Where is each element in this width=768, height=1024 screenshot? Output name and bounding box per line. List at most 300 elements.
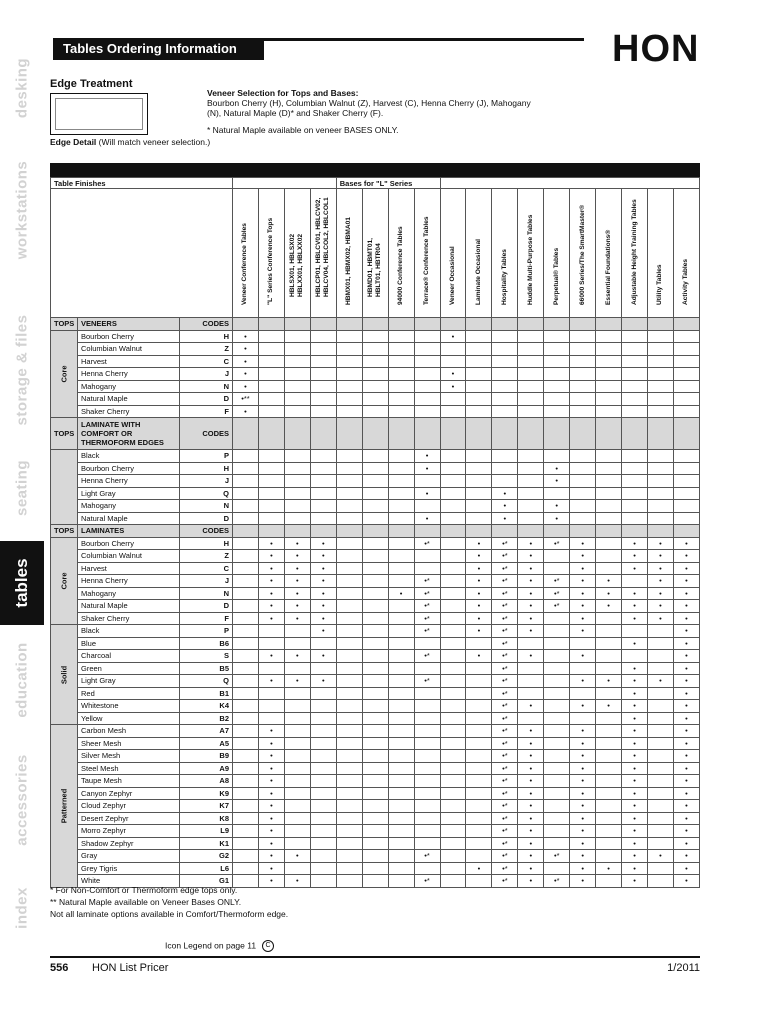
finish-name: White bbox=[78, 875, 180, 888]
availability-cell bbox=[414, 405, 440, 418]
availability-cell: • bbox=[258, 537, 284, 550]
availability-cell bbox=[440, 450, 466, 463]
availability-cell bbox=[336, 850, 362, 863]
finish-name: Bourbon Cherry bbox=[78, 537, 180, 550]
finish-name: Canyon Zephyr bbox=[78, 787, 180, 800]
availability-cell bbox=[310, 450, 336, 463]
availability-cell: • bbox=[310, 675, 336, 688]
sidebar-item-accessories[interactable]: accessories bbox=[13, 754, 31, 846]
availability-cell: • bbox=[518, 537, 544, 550]
availability-cell: • bbox=[622, 837, 648, 850]
finish-code: Z bbox=[180, 343, 233, 356]
sidebar-item-seating[interactable]: seating bbox=[13, 459, 31, 517]
availability-cell bbox=[233, 562, 259, 575]
availability-cell: • bbox=[258, 562, 284, 575]
page-title: Tables Ordering Information bbox=[63, 41, 237, 56]
availability-cell bbox=[336, 462, 362, 475]
column-header bbox=[414, 189, 440, 318]
hon-logo: HON bbox=[612, 28, 700, 70]
availability-cell: • bbox=[258, 600, 284, 613]
availability-cell bbox=[596, 775, 622, 788]
column-header-label bbox=[605, 230, 613, 305]
availability-cell bbox=[388, 662, 414, 675]
availability-cell: • bbox=[258, 862, 284, 875]
table-row bbox=[51, 825, 700, 838]
availability-cell: •* bbox=[414, 625, 440, 638]
availability-cell bbox=[673, 450, 699, 463]
availability-cell bbox=[492, 475, 518, 488]
column-header-line: HBMD01, HBMT01, bbox=[367, 238, 375, 297]
availability-cell: • bbox=[570, 737, 596, 750]
availability-cell bbox=[362, 612, 388, 625]
availability-cell: • bbox=[258, 612, 284, 625]
availability-cell bbox=[362, 800, 388, 813]
availability-cell bbox=[440, 355, 466, 368]
availability-cell bbox=[233, 550, 259, 563]
availability-cell bbox=[544, 862, 570, 875]
availability-cell: • bbox=[518, 825, 544, 838]
availability-cell bbox=[596, 750, 622, 763]
availability-cell: • bbox=[414, 512, 440, 525]
availability-cell: • bbox=[648, 600, 674, 613]
column-header-line: HBMX01, HBMX02, HBMA01 bbox=[345, 217, 353, 305]
column-header bbox=[258, 189, 284, 318]
availability-cell: • bbox=[570, 650, 596, 663]
column-header bbox=[622, 189, 648, 318]
table-row bbox=[51, 487, 700, 500]
availability-cell bbox=[440, 787, 466, 800]
availability-cell bbox=[336, 650, 362, 663]
availability-cell: • bbox=[622, 700, 648, 713]
availability-cell: • bbox=[570, 562, 596, 575]
availability-cell: • bbox=[518, 837, 544, 850]
availability-cell bbox=[284, 625, 310, 638]
availability-cell bbox=[440, 725, 466, 738]
availability-cell bbox=[518, 355, 544, 368]
availability-cell: • bbox=[466, 562, 492, 575]
availability-cell bbox=[388, 850, 414, 863]
availability-cell: •* bbox=[492, 875, 518, 888]
availability-cell bbox=[362, 700, 388, 713]
availability-cell bbox=[648, 625, 674, 638]
availability-cell bbox=[648, 700, 674, 713]
availability-cell: •* bbox=[544, 575, 570, 588]
availability-cell: •* bbox=[492, 787, 518, 800]
availability-cell bbox=[388, 537, 414, 550]
availability-cell bbox=[310, 725, 336, 738]
availability-cell bbox=[388, 650, 414, 663]
availability-cell bbox=[362, 343, 388, 356]
availability-cell: • bbox=[258, 825, 284, 838]
availability-cell: • bbox=[518, 800, 544, 813]
availability-cell bbox=[596, 475, 622, 488]
availability-cell bbox=[648, 875, 674, 888]
availability-cell: • bbox=[673, 737, 699, 750]
availability-cell: • bbox=[233, 405, 259, 418]
availability-cell bbox=[284, 825, 310, 838]
finish-name: Shaker Cherry bbox=[78, 612, 180, 625]
availability-cell: • bbox=[258, 850, 284, 863]
availability-cell: • bbox=[622, 712, 648, 725]
finish-code: L6 bbox=[180, 862, 233, 875]
column-header bbox=[336, 189, 362, 318]
availability-cell bbox=[284, 475, 310, 488]
sidebar-item-storage-files[interactable]: storage & files bbox=[13, 314, 31, 426]
section-header-cell bbox=[414, 318, 440, 331]
finish-name: Taupe Mesh bbox=[78, 775, 180, 788]
availability-cell bbox=[258, 330, 284, 343]
finish-code: J bbox=[180, 368, 233, 381]
availability-cell bbox=[648, 380, 674, 393]
availability-cell: • bbox=[648, 575, 674, 588]
availability-cell: •* bbox=[492, 600, 518, 613]
availability-cell bbox=[648, 500, 674, 513]
availability-cell bbox=[544, 787, 570, 800]
table-row bbox=[51, 625, 700, 638]
finish-name: Grey Tigris bbox=[78, 862, 180, 875]
availability-cell bbox=[622, 405, 648, 418]
availability-cell bbox=[388, 575, 414, 588]
table-row bbox=[51, 368, 700, 381]
availability-cell bbox=[388, 637, 414, 650]
finish-code: A8 bbox=[180, 775, 233, 788]
availability-cell bbox=[648, 650, 674, 663]
section-header-cell bbox=[388, 418, 414, 450]
sidebar-item-workstations[interactable]: workstations bbox=[13, 160, 31, 260]
finish-name: Mahogany bbox=[78, 380, 180, 393]
availability-cell bbox=[362, 637, 388, 650]
availability-cell: • bbox=[518, 612, 544, 625]
availability-cell bbox=[544, 625, 570, 638]
column-header-line: Laminate Occasional bbox=[474, 239, 482, 305]
column-header bbox=[362, 189, 388, 318]
availability-cell bbox=[518, 637, 544, 650]
availability-cell: •* bbox=[492, 675, 518, 688]
finish-name: Henna Cherry bbox=[78, 575, 180, 588]
table-row bbox=[51, 837, 700, 850]
availability-cell bbox=[414, 368, 440, 381]
column-header bbox=[596, 189, 622, 318]
availability-cell bbox=[466, 380, 492, 393]
availability-cell: • bbox=[570, 787, 596, 800]
availability-cell bbox=[596, 737, 622, 750]
availability-cell bbox=[570, 405, 596, 418]
availability-cell bbox=[466, 762, 492, 775]
table-row bbox=[51, 537, 700, 550]
availability-cell bbox=[518, 487, 544, 500]
availability-cell bbox=[310, 850, 336, 863]
availability-cell bbox=[570, 355, 596, 368]
column-header-line: Essential Foundations® bbox=[604, 229, 612, 305]
availability-cell: • bbox=[258, 750, 284, 763]
availability-cell bbox=[310, 787, 336, 800]
availability-cell: • bbox=[518, 700, 544, 713]
availability-cell bbox=[622, 487, 648, 500]
availability-cell: •* bbox=[492, 650, 518, 663]
finish-code: G2 bbox=[180, 850, 233, 863]
availability-cell: • bbox=[648, 675, 674, 688]
availability-cell bbox=[570, 330, 596, 343]
column-header-label bbox=[241, 223, 249, 305]
availability-cell bbox=[544, 737, 570, 750]
availability-cell: •* bbox=[492, 750, 518, 763]
availability-cell: • bbox=[233, 368, 259, 381]
availability-cell: • bbox=[673, 575, 699, 588]
availability-cell bbox=[544, 837, 570, 850]
availability-cell: • bbox=[518, 775, 544, 788]
availability-cell: •* bbox=[492, 687, 518, 700]
availability-cell: •* bbox=[492, 637, 518, 650]
availability-cell bbox=[310, 500, 336, 513]
table-row bbox=[51, 737, 700, 750]
availability-cell bbox=[596, 487, 622, 500]
column-header-label bbox=[527, 215, 535, 305]
availability-cell: •* bbox=[492, 700, 518, 713]
availability-cell bbox=[362, 862, 388, 875]
availability-cell: •* bbox=[414, 650, 440, 663]
availability-cell: • bbox=[466, 625, 492, 638]
finish-code: B9 bbox=[180, 750, 233, 763]
availability-cell: • bbox=[233, 330, 259, 343]
availability-cell bbox=[544, 355, 570, 368]
availability-cell bbox=[570, 637, 596, 650]
sidebar-item-education[interactable]: education bbox=[13, 642, 31, 718]
availability-cell bbox=[466, 725, 492, 738]
availability-cell bbox=[570, 380, 596, 393]
footnote-2: ** Natural Maple available on Veneer Bases ONLY. bbox=[50, 897, 242, 907]
availability-cell: • bbox=[492, 512, 518, 525]
availability-cell bbox=[258, 405, 284, 418]
availability-cell bbox=[336, 625, 362, 638]
availability-cell bbox=[440, 675, 466, 688]
section-header-cell bbox=[336, 318, 362, 331]
availability-cell: •* bbox=[544, 600, 570, 613]
availability-cell bbox=[648, 343, 674, 356]
footnote-1: * For Non-Comfort or Thermoform edge tops only. bbox=[50, 885, 238, 895]
availability-cell bbox=[414, 562, 440, 575]
section-header-cell bbox=[596, 318, 622, 331]
group-label: Core bbox=[59, 572, 69, 590]
availability-cell bbox=[648, 812, 674, 825]
finish-code: K1 bbox=[180, 837, 233, 850]
availability-cell bbox=[233, 600, 259, 613]
availability-cell: • bbox=[258, 875, 284, 888]
finish-name: Black bbox=[78, 625, 180, 638]
availability-cell bbox=[466, 393, 492, 406]
availability-cell bbox=[466, 405, 492, 418]
availability-cell: • bbox=[284, 850, 310, 863]
availability-cell bbox=[310, 343, 336, 356]
availability-cell: • bbox=[596, 587, 622, 600]
availability-cell bbox=[544, 393, 570, 406]
availability-cell: •* bbox=[492, 537, 518, 550]
sidebar-item-tables[interactable] bbox=[0, 541, 44, 625]
availability-cell bbox=[388, 550, 414, 563]
availability-cell bbox=[388, 625, 414, 638]
availability-cell bbox=[336, 800, 362, 813]
availability-cell bbox=[596, 380, 622, 393]
availability-cell bbox=[596, 787, 622, 800]
section-header-cell bbox=[622, 418, 648, 450]
availability-cell: • bbox=[622, 537, 648, 550]
availability-cell bbox=[414, 837, 440, 850]
availability-cell bbox=[284, 750, 310, 763]
sidebar-item-desking[interactable]: desking bbox=[13, 57, 31, 119]
availability-cell bbox=[440, 343, 466, 356]
column-header-label bbox=[397, 226, 405, 305]
availability-cell bbox=[414, 393, 440, 406]
table-row bbox=[51, 787, 700, 800]
section-header-cell bbox=[544, 418, 570, 450]
availability-cell: • bbox=[284, 675, 310, 688]
availability-cell bbox=[362, 875, 388, 888]
availability-cell: • bbox=[673, 550, 699, 563]
availability-cell: • bbox=[518, 725, 544, 738]
availability-cell: • bbox=[440, 380, 466, 393]
availability-cell bbox=[466, 775, 492, 788]
availability-cell: •* bbox=[492, 762, 518, 775]
availability-cell bbox=[518, 687, 544, 700]
finish-name: Yellow bbox=[78, 712, 180, 725]
edge-treatment-heading: Edge Treatment bbox=[50, 78, 133, 90]
availability-cell bbox=[388, 512, 414, 525]
table-row bbox=[51, 343, 700, 356]
availability-cell bbox=[648, 393, 674, 406]
column-header-line: 66000 Series/The SmartMaster® bbox=[578, 204, 586, 305]
availability-cell bbox=[362, 450, 388, 463]
availability-cell bbox=[414, 687, 440, 700]
availability-cell bbox=[284, 500, 310, 513]
availability-cell bbox=[492, 462, 518, 475]
availability-cell: • bbox=[622, 675, 648, 688]
availability-cell bbox=[336, 825, 362, 838]
finish-name: Henna Cherry bbox=[78, 368, 180, 381]
availability-cell bbox=[233, 475, 259, 488]
availability-cell: • bbox=[466, 862, 492, 875]
availability-cell bbox=[673, 330, 699, 343]
table-row bbox=[51, 775, 700, 788]
availability-cell bbox=[596, 450, 622, 463]
availability-cell bbox=[310, 812, 336, 825]
availability-cell: • bbox=[466, 650, 492, 663]
column-header-label bbox=[501, 249, 509, 305]
finish-code: D bbox=[180, 393, 233, 406]
availability-cell: • bbox=[466, 612, 492, 625]
availability-cell bbox=[284, 862, 310, 875]
availability-cell: • bbox=[310, 625, 336, 638]
availability-cell bbox=[414, 355, 440, 368]
section-header-cell bbox=[596, 525, 622, 538]
section-header-cell bbox=[673, 418, 699, 450]
availability-cell bbox=[310, 700, 336, 713]
availability-cell bbox=[362, 562, 388, 575]
availability-cell: • bbox=[414, 450, 440, 463]
column-header bbox=[570, 189, 596, 318]
availability-cell bbox=[466, 330, 492, 343]
availability-cell bbox=[388, 500, 414, 513]
finish-code: N bbox=[180, 500, 233, 513]
availability-cell bbox=[336, 675, 362, 688]
availability-cell: • bbox=[596, 862, 622, 875]
availability-cell bbox=[284, 487, 310, 500]
availability-cell bbox=[362, 475, 388, 488]
availability-cell bbox=[414, 475, 440, 488]
availability-cell bbox=[466, 750, 492, 763]
availability-cell bbox=[544, 675, 570, 688]
availability-cell bbox=[336, 393, 362, 406]
section-header-cell bbox=[388, 318, 414, 331]
availability-cell bbox=[622, 343, 648, 356]
availability-cell bbox=[492, 380, 518, 393]
availability-cell: • bbox=[258, 737, 284, 750]
availability-cell: •* bbox=[414, 587, 440, 600]
publication-date: 1/2011 bbox=[667, 962, 700, 974]
group-label-cell bbox=[51, 537, 78, 625]
availability-cell: • bbox=[414, 487, 440, 500]
availability-cell bbox=[440, 687, 466, 700]
availability-cell bbox=[233, 500, 259, 513]
availability-cell: • bbox=[648, 562, 674, 575]
availability-cell bbox=[648, 775, 674, 788]
availability-cell bbox=[336, 512, 362, 525]
availability-cell bbox=[466, 812, 492, 825]
availability-cell bbox=[258, 662, 284, 675]
availability-cell: • bbox=[414, 462, 440, 475]
table-row bbox=[51, 462, 700, 475]
availability-cell bbox=[414, 637, 440, 650]
availability-cell bbox=[336, 700, 362, 713]
availability-cell: • bbox=[570, 700, 596, 713]
availability-cell bbox=[362, 750, 388, 763]
availability-cell bbox=[336, 405, 362, 418]
section-header-cell bbox=[362, 318, 388, 331]
availability-cell bbox=[233, 612, 259, 625]
availability-cell bbox=[440, 500, 466, 513]
availability-cell bbox=[596, 355, 622, 368]
availability-cell bbox=[570, 475, 596, 488]
availability-cell bbox=[544, 368, 570, 381]
availability-cell bbox=[336, 862, 362, 875]
availability-cell: • bbox=[570, 800, 596, 813]
availability-cell bbox=[544, 450, 570, 463]
availability-cell bbox=[596, 405, 622, 418]
veneer-note: * Natural Maple available on veneer BASES ONLY. bbox=[207, 125, 399, 135]
section-header-cell bbox=[492, 418, 518, 450]
availability-cell bbox=[258, 450, 284, 463]
availability-cell: • bbox=[258, 812, 284, 825]
availability-cell: • bbox=[310, 537, 336, 550]
availability-cell: • bbox=[622, 787, 648, 800]
availability-cell bbox=[673, 355, 699, 368]
table-row bbox=[51, 650, 700, 663]
availability-cell bbox=[648, 450, 674, 463]
column-header bbox=[518, 189, 544, 318]
column-header bbox=[492, 189, 518, 318]
availability-cell bbox=[388, 837, 414, 850]
availability-cell bbox=[440, 812, 466, 825]
availability-cell bbox=[310, 380, 336, 393]
sidebar-item-index[interactable]: index bbox=[13, 887, 31, 929]
column-header-label bbox=[631, 199, 639, 305]
availability-cell: • bbox=[622, 600, 648, 613]
availability-cell bbox=[648, 762, 674, 775]
availability-cell bbox=[336, 330, 362, 343]
availability-cell bbox=[388, 712, 414, 725]
finish-code: B1 bbox=[180, 687, 233, 700]
table-row bbox=[51, 637, 700, 650]
availability-cell: • bbox=[596, 700, 622, 713]
availability-cell: • bbox=[544, 500, 570, 513]
